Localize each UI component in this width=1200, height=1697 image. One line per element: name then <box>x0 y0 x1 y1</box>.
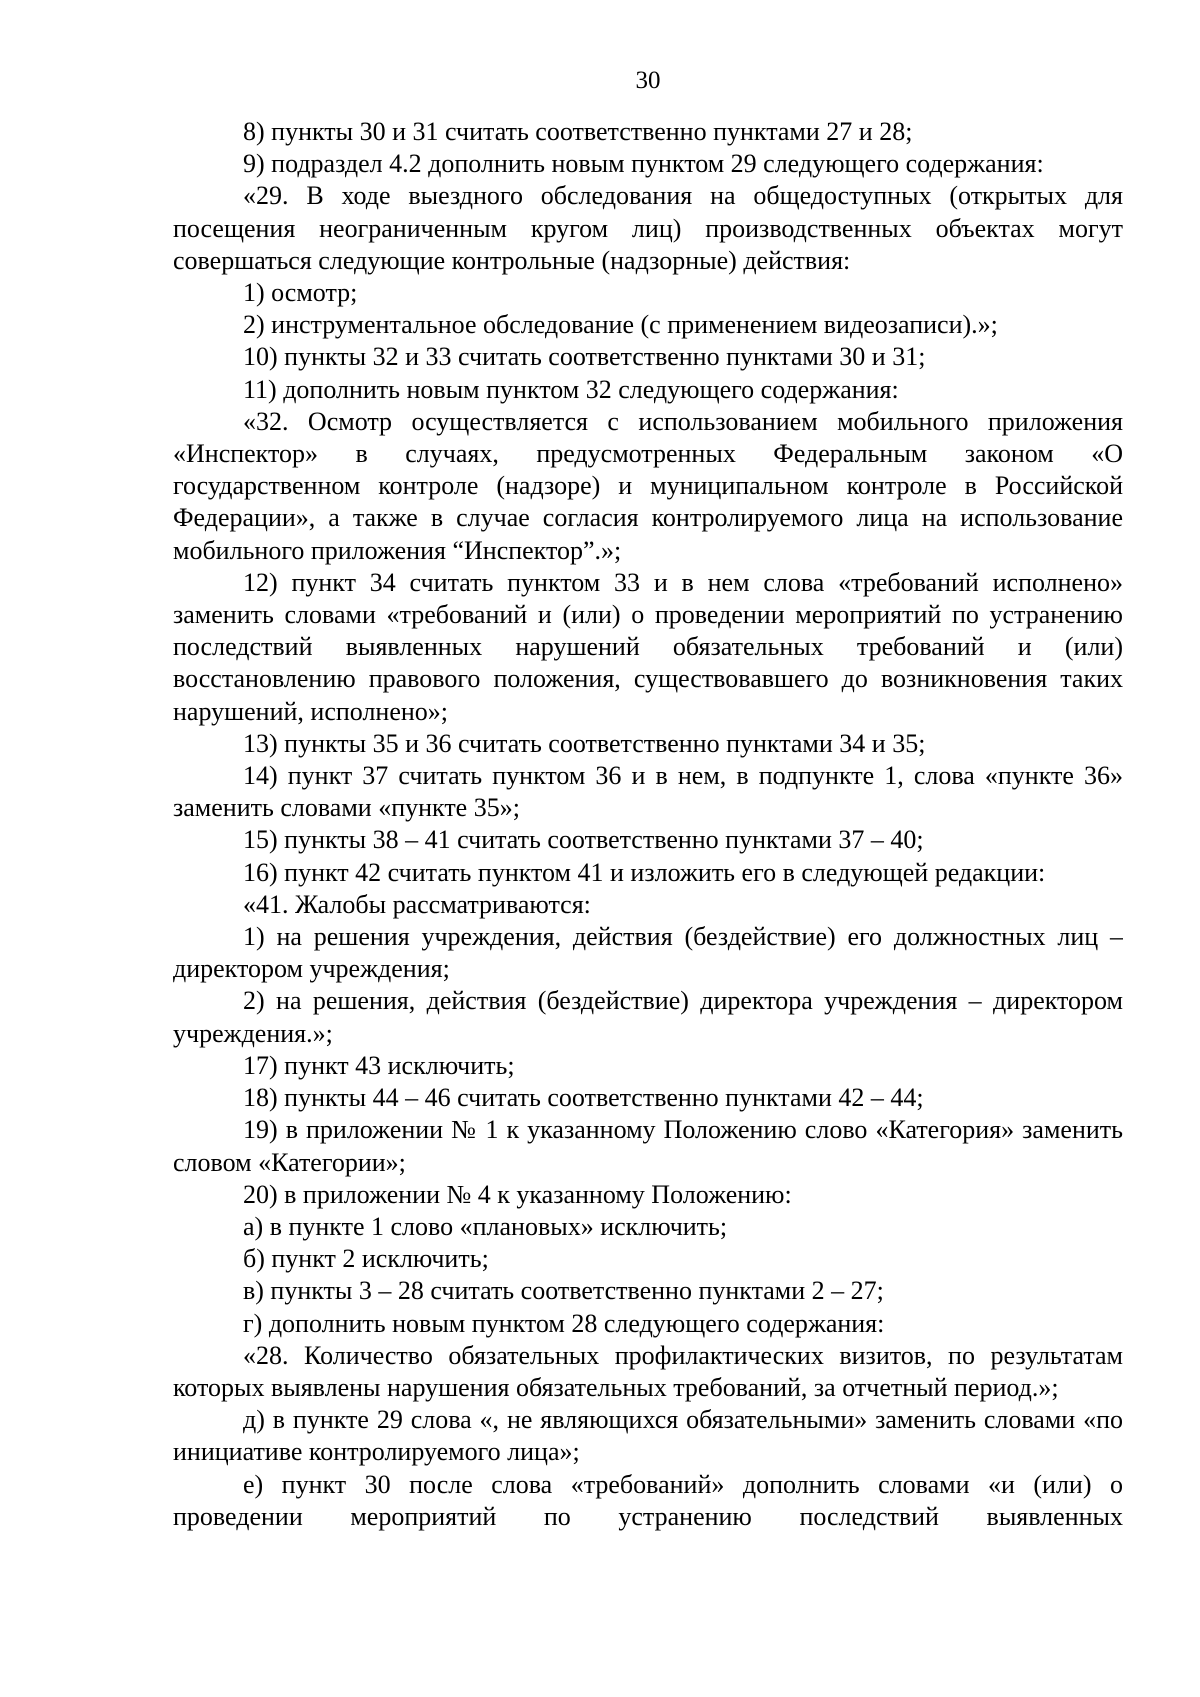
document-page <box>173 64 1123 1664</box>
paragraph-19: 19) в приложении № 1 к указанному Положению слово «Категория» заменить словом «Категории»; <box>173 1115 1123 1177</box>
paragraph-27: е) пункт 30 после слова «требований» дополнить словами «и (или) о проведении мероприятий по устранению последствий выявленных <box>173 1469 1123 1531</box>
page-number: 30 <box>635 67 661 94</box>
paragraph-26: д) в пункте 29 слова «, не являющихся обязательными» заменить словами «по инициативе контролируемого лица»; <box>173 1405 1123 1467</box>
paragraph-4: 1) осмотр; <box>243 278 358 308</box>
paragraph-11: 14) пункт 37 считать пунктом 36 и в нем, в подпункте 1, слова «пункте 36» заменить словами «пункте 35»; <box>173 761 1123 823</box>
paragraph-15: 1) на решения учреждения, действия (бездействие) его должностных лиц – директором учреждения; <box>173 922 1123 984</box>
paragraph-25: «28. Количество обязательных профилактических визитов, по результатам которых выявлены нарушения обязательных требований, за отчетный период.»; <box>173 1340 1123 1402</box>
paragraph-13: 16) пункт 42 считать пунктом 41 и изложить его в следующей редакции: <box>243 857 1046 887</box>
paragraph-16: 2) на решения, действия (бездействие) директора учреждения – директором учреждения.»; <box>173 986 1123 1048</box>
paragraph-22: б) пункт 2 исключить; <box>243 1244 489 1274</box>
paragraph-23: в) пункты 3 – 28 считать соответственно пунктами 2 – 27; <box>243 1276 884 1306</box>
paragraph-6: 10) пункты 32 и 33 считать соответственно пунктами 30 и 31; <box>243 342 926 372</box>
paragraph-7: 11) дополнить новым пунктом 32 следующего содержания: <box>243 374 899 404</box>
paragraph-14: «41. Жалобы рассматриваются: <box>243 889 591 919</box>
paragraph-2: 9) подраздел 4.2 дополнить новым пунктом 29 следующего содержания: <box>243 149 1044 179</box>
paragraph-1: 8) пункты 30 и 31 считать соответственно пунктами 27 и 28; <box>243 117 913 146</box>
paragraph-21: а) в пункте 1 слово «плановых» исключить; <box>243 1211 728 1241</box>
paragraph-5: 2) инструментальное обследование (с применением видеозаписи).»; <box>243 310 998 340</box>
paragraph-20: 20) в приложении № 4 к указанному Положению: <box>243 1179 792 1209</box>
paragraph-3: «29. В ходе выездного обследования на общедоступных (открытых для посещения неограниченным кругом лиц) производственных объектах могут совершаться следующие контрольные (надзорные) действия: <box>173 181 1123 275</box>
paragraph-9: 12) пункт 34 считать пунктом 33 и в нем слова «требований исполнено» заменить словами «требований и (или) о проведении мероприятий по устранению последствий выявленных нарушений обязательных требований и (или) восстановлению правового положения, существовавшего до возникновения таких нарушений, исполнено»; <box>173 567 1123 726</box>
paragraph-8: «32. Осмотр осуществляется с использованием мобильного приложения «Инспектор» в случаях, предусмотренных Федеральным законом «О государственном контроле (надзоре) и муниципальном контроле в Российской Федерации», а также в случае согласия контролируемого лица на использование мобильного приложения “Инспектор”.»; <box>173 406 1123 565</box>
paragraph-17: 17) пункт 43 исключить; <box>243 1050 515 1080</box>
paragraph-24: г) дополнить новым пунктом 28 следующего содержания: <box>243 1308 885 1338</box>
document-body <box>173 116 1123 1533</box>
paragraph-18: 18) пункты 44 – 46 считать соответственно пунктами 42 – 44; <box>243 1083 924 1113</box>
paragraph-10: 13) пункты 35 и 36 считать соответственно пунктами 34 и 35; <box>243 728 926 758</box>
paragraph-12: 15) пункты 38 – 41 считать соответственно пунктами 37 – 40; <box>243 825 924 855</box>
